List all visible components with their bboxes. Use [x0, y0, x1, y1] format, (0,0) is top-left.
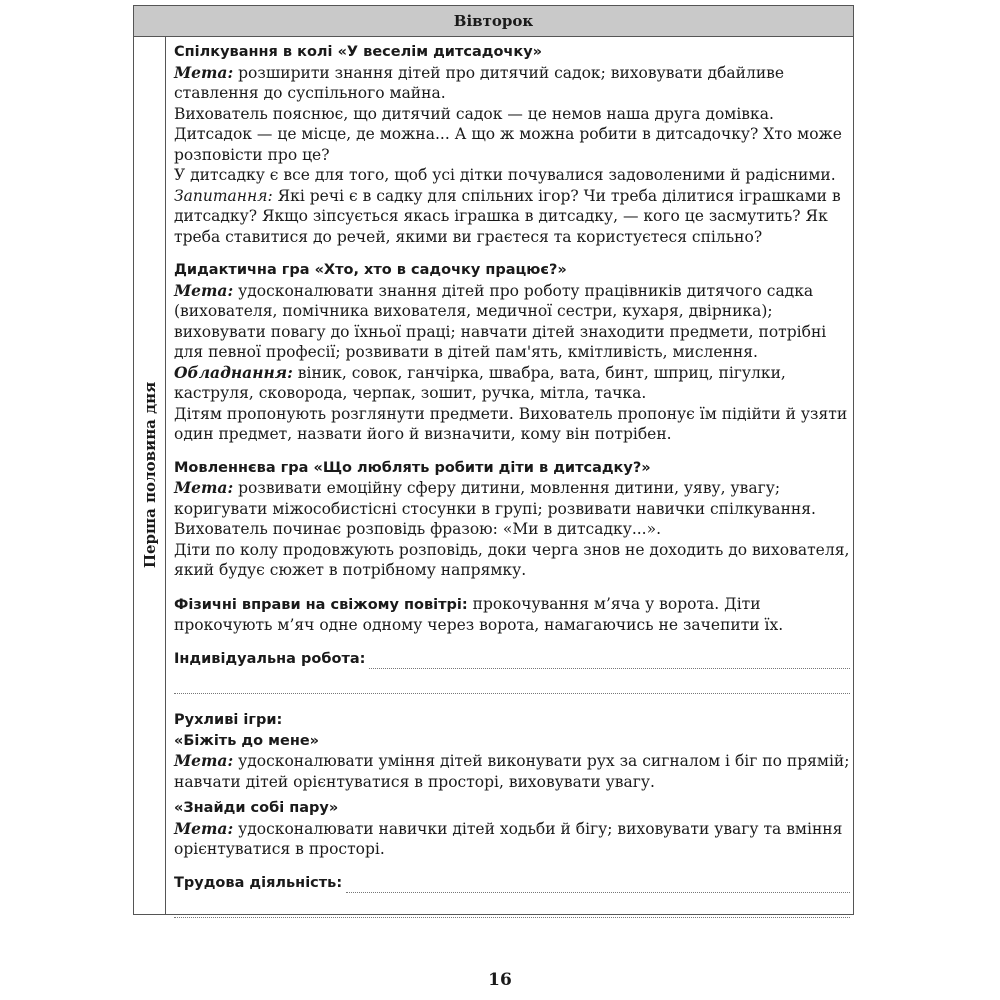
content-area — [174, 42, 850, 934]
paragraph: Дітям пропонують розглянути предмети. Вихователь пропонує їм підійти й узяти один предмет, назвати його й визначити, кому він потрібен. — [174, 404, 848, 443]
equipment-paragraph — [174, 363, 850, 404]
questions-label: Запитання: — [174, 186, 273, 205]
goal-text: удосконалювати знання дітей про роботу працівників дитячого садка (вихователя, помічника вихователя, медичної сестри, кухаря, двірника); виховувати повагу до їхньої праці; навчати дітей знаходити предмети, потрібні для певної професії; розвивати в дітей пам'ять, кмітливість, мислення. — [174, 281, 827, 361]
fill-line — [174, 873, 850, 894]
dotted-line — [174, 669, 850, 694]
day-header: Вівторок — [134, 6, 853, 37]
section-didactic-game — [174, 260, 850, 445]
paragraph: Діти по колу продовжують розповідь, доки черга знов не доходить до вихователя, який будує сюжет в потрібному напрямку. — [174, 540, 850, 579]
exercise-paragraph — [174, 594, 850, 636]
goal-paragraph — [174, 281, 850, 363]
section-title: Індивідуальна робота: — [174, 650, 366, 667]
section-active-games — [174, 710, 850, 860]
section-title: Фізичні вправи на свіжому повітрі: — [174, 596, 468, 613]
goal-paragraph — [174, 751, 850, 792]
dotted-fill — [346, 878, 850, 893]
goal-paragraph — [174, 63, 850, 104]
paragraph: Дитсадок — це місце, де можна... А що ж можна робити в дитсадочку? Хто може розповісти про це? — [174, 125, 842, 164]
equipment-text: віник, совок, ганчірка, швабра, вата, бинт, шприц, пігулки, каструля, сковорода, черпак, зошит, ручка, мітла, тачка. — [174, 363, 786, 402]
side-label: Перша половина дня — [140, 381, 159, 569]
section-title: Мовленнєва гра «Що люблять робити діти в дитсадку?» — [174, 459, 651, 476]
goal-label: Мета: — [174, 818, 234, 838]
game-title: «Біжіть до мене» — [174, 732, 320, 749]
section-speech-game — [174, 458, 850, 581]
section-physical-exercises — [174, 594, 850, 636]
goal-label: Мета: — [174, 751, 234, 770]
questions-paragraph — [174, 186, 850, 248]
goal-label: Мета: — [174, 280, 234, 300]
paragraph: Вихователь пояснює, що дитячий садок — це немов наша друга домівка. — [174, 104, 774, 123]
page-number: 16 — [488, 970, 512, 990]
dotted-line — [174, 893, 850, 918]
goal-text: удосконалювати навички дітей ходьби й бігу; виховувати увагу та вміння орієнтуватися в просторі. — [174, 819, 843, 858]
paragraph: У дитсадку є все для того, щоб усі дітки почувалися задоволеними й радісними. — [174, 166, 836, 184]
fill-line — [174, 649, 850, 670]
exercise-text: прокочування м’яча у ворота. Діти прокочують м’яч одне одному через ворота, намагаючись не зачепити їх. — [174, 594, 784, 634]
goal-label: Мета: — [174, 62, 234, 82]
goal-text: удосконалювати уміння дітей виконувати рух за сигналом і біг по прямій; навчати дітей орієнтуватися в просторі, виховувати увагу. — [174, 752, 850, 791]
game-title: «Знайди собі пару» — [174, 800, 339, 816]
section-title: Дидактична гра «Хто, хто в садочку працює?» — [174, 262, 567, 278]
goal-paragraph — [174, 819, 850, 860]
section-title: Трудова діяльність: — [174, 874, 343, 891]
paragraph: Вихователь починає розповідь фразою: «Ми в дитсадку...». — [174, 520, 662, 538]
section-circle-talk — [174, 42, 850, 247]
questions-text: Які речі є в садку для спільних ігор? Чи треба ділитися іграшками в дитсадку? Якщо зіпсується якась іграшка в дитсадку, — кого це засмутить? Як треба ставитися до речей, якими ви граєтеся та користуєтеся спільно? — [174, 186, 841, 246]
equipment-label: Обладнання: — [174, 362, 293, 382]
side-column — [134, 36, 166, 914]
section-labor-activity — [174, 873, 850, 919]
plan-table — [133, 5, 854, 915]
section-title: Рухливі ігри: — [174, 712, 283, 728]
goal-text: розвивати емоційну сферу дитини, мовлення дитини, уяву, увагу; коригувати міжособистісні стосунки в групі; розвивати навички спілкування. — [174, 479, 816, 518]
goal-label: Мета: — [174, 478, 234, 497]
goal-text: розширити знання дітей про дитячий садок; виховувати дбайливе ставлення до суспільного майна. — [174, 63, 785, 102]
section-individual-work — [174, 649, 850, 695]
goal-paragraph — [174, 478, 850, 519]
dotted-fill — [369, 654, 850, 669]
section-title: Спілкування в колі «У веселім дитсадочку» — [174, 44, 543, 60]
